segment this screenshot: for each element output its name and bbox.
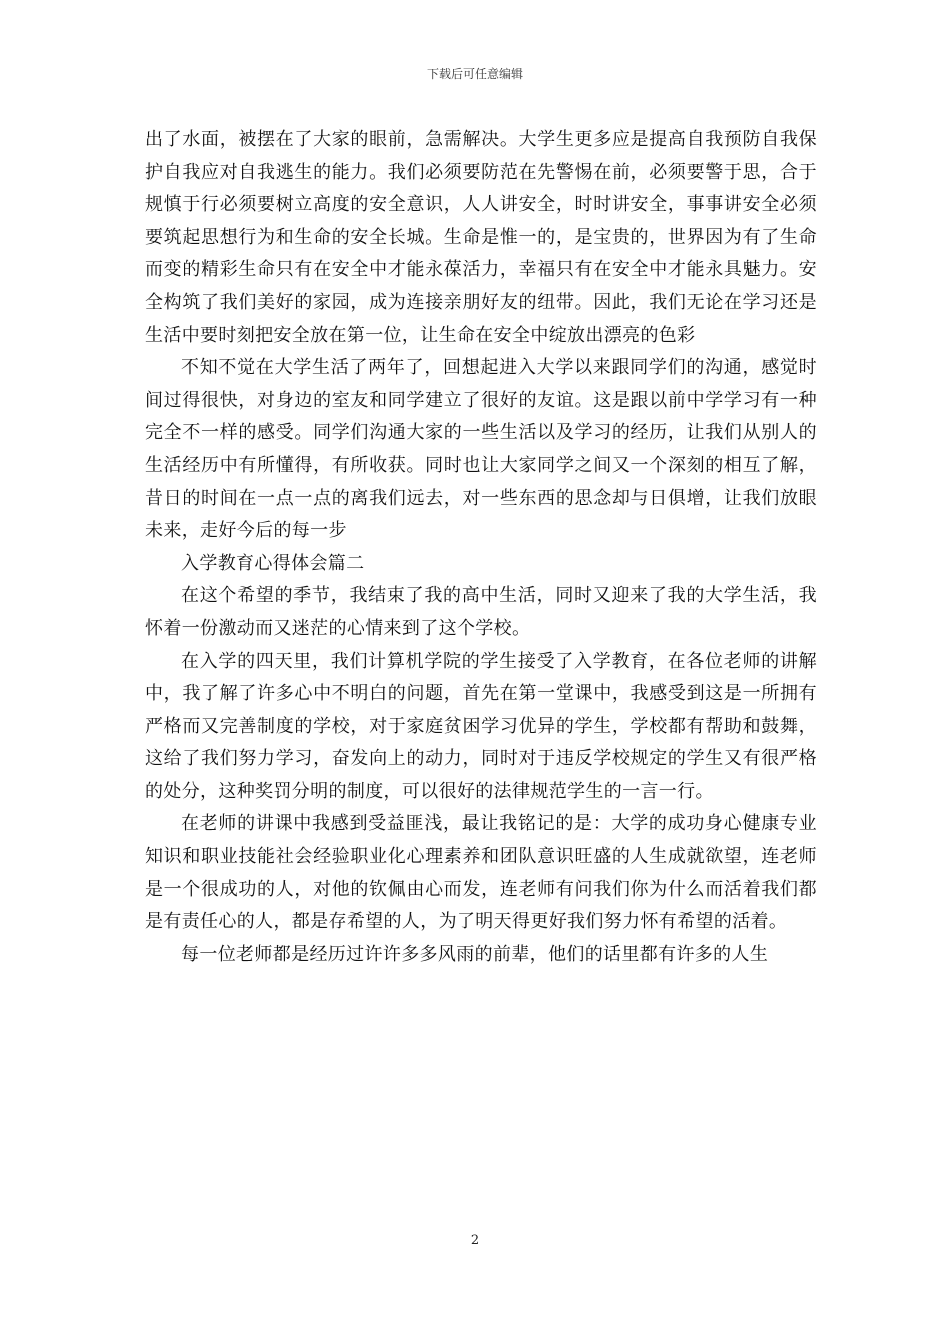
page-number: 2 [470, 1233, 480, 1248]
paragraph-two-years: 不知不觉在大学生活了两年了，回想起进入大学以来跟同学们的沟通，感觉时间过得很快，对身边的室友和同学建立了很好的友谊。这是跟以前中学学习有一种完全不一样的感受。同学们沟通大家的一些生活以及学习的经历，让我们从别人的生活经历中有所懂得，有所收获。同时也让大家同学之间又一个深刻的相互了解，昔日的时间在一点一点的离我们远去，对一些东西的思念却与日俱增，让我们放眼未来，走好今后的每一步 [145, 357, 817, 542]
paragraph-safety-continued: 出了水面，被摆在了大家的眼前，急需解决。大学生更多应是提高自我预防自我保护自我应对自我逃生的能力。我们必须要防范在先警惕在前，必须要警于思，合于规慎于行必须要树立高度的安全意识，人人讲安全，时时讲安全，事事讲安全必须要筑起思想行为和生命的安全长城。生命是惟一的，是宝贵的，世界因为有了生命而变的精彩生命只有在安全中才能永葆活力，幸福只有在安全中才能永具魅力。安全构筑了我们美好的家园，成为连接亲朋好友的纽带。因此，我们无论在学习还是生活中要时刻把安全放在第一位，让生命在安全中绽放出漂亮的色彩 [145, 129, 817, 346]
document-body [145, 124, 817, 971]
paragraph-teacher-lecture: 在老师的讲课中我感到受益匪浅，最让我铭记的是：大学的成功身心健康专业知识和职业技能社会经验职业化心理素养和团队意识旺盛的人生成就欲望，连老师是一个很成功的人，对他的钦佩由心而发，连老师有问我们你为什么而活着我们都是有责任心的人，都是存希望的人，为了明天得更好我们努力怀有希望的活着。 [145, 813, 817, 933]
section-heading: 入学教育心得体会篇二 [181, 552, 365, 574]
page-header: 下载后可任意编辑 [426, 67, 523, 81]
paragraph-hope-season: 在这个希望的季节，我结束了我的高中生活，同时又迎来了我的大学生活，我怀着一份激动而又迷茫的心情来到了这个学校。 [145, 585, 817, 639]
paragraph-four-days: 在入学的四天里，我们计算机学院的学生接受了入学教育，在各位老师的讲解中，我了解了许多心中不明白的问题，首先在第一堂课中，我感受到这是一所拥有严格而又完善制度的学校，对于家庭贫困学习优异的学生，学校都有帮助和鼓舞，这给了我们努力学习，奋发向上的动力，同时对于违反学校规定的学生又有很严格的处分，这种奖罚分明的制度，可以很好的法律规范学生的一言一行。 [145, 650, 817, 802]
paragraph-every-teacher: 每一位老师都是经历过许许多多风雨的前辈，他们的话里都有许多的人生 [181, 943, 769, 965]
